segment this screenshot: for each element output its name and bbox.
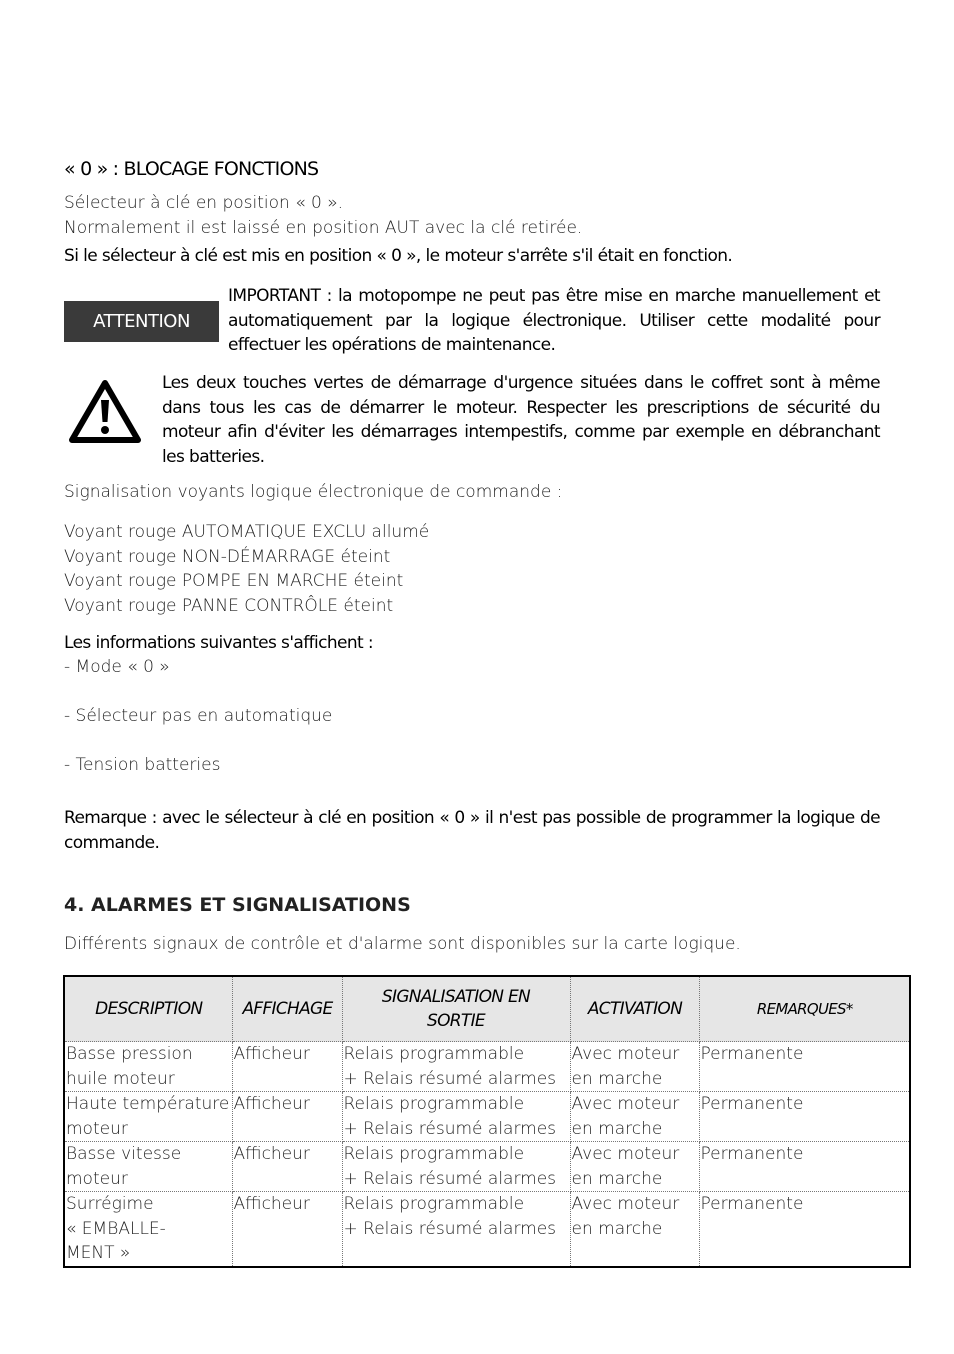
intro-line xyxy=(64,191,582,240)
intro-text: Sélecteur à clé en position « 0 ». xyxy=(64,193,344,213)
cell-signalisation: Relais programmable + Relais résumé alarmes xyxy=(342,1092,570,1142)
table-row xyxy=(64,1142,910,1192)
header-affichage: AFFICHAGE xyxy=(232,976,342,1042)
section-4-intro: Différents signaux de contrôle et d'alarme sont disponibles sur la carte logique. xyxy=(64,934,741,954)
cell-signalisation: Relais programmable + Relais résumé alarmes xyxy=(342,1192,570,1267)
info-item: - Mode « 0 » xyxy=(64,657,170,677)
lights-list xyxy=(64,520,429,618)
light-item: Voyant rouge AUTOMATIQUE EXCLU allumé xyxy=(64,522,430,542)
attention-text: IMPORTANT : la motopompe ne peut pas être mise en marche manuellement et automatiquement par la logique électronique. Utiliser cette modalité pour effectuer les opérations de maintenance. xyxy=(228,286,880,355)
warning-triangle-icon xyxy=(68,378,142,444)
cell-affichage: Afficheur xyxy=(232,1192,342,1267)
cell-activation: Avec moteur en marche xyxy=(570,1092,699,1142)
light-item: Voyant rouge NON-DÉMARRAGE éteint xyxy=(64,546,391,567)
cell-description: Surrégime « EMBALLE- MENT » xyxy=(64,1192,232,1267)
cell-description: Haute température moteur xyxy=(64,1092,232,1142)
info-item: - Tension batteries xyxy=(64,755,221,775)
cell-remarques: Permanente xyxy=(699,1092,910,1142)
cell-activation: Avec moteur en marche xyxy=(570,1042,699,1092)
warning-text: Les deux touches vertes de démarrage d'urgence situées dans le coffret sont à même dans tous les cas de démarrer le moteur. Respecter les prescriptions de sécurité du moteur afin d'éviter les démarrages intempestifs, comme par exemple en débranchant les batteries. xyxy=(162,373,880,467)
header-remarques: REMARQUES* xyxy=(699,976,910,1042)
header-signalisation: SIGNALISATION EN SORTIE xyxy=(342,976,570,1042)
intro-text: Normalement il est laissé en position AUT avec la clé retirée. xyxy=(64,217,583,238)
table-row xyxy=(64,1192,910,1267)
cell-signalisation: Relais programmable + Relais résumé alarmes xyxy=(342,1142,570,1192)
cell-affichage: Afficheur xyxy=(232,1042,342,1092)
info-item: - Sélecteur pas en automatique xyxy=(64,706,333,726)
cell-affichage: Afficheur xyxy=(232,1092,342,1142)
light-item: Voyant rouge POMPE EN MARCHE éteint xyxy=(64,571,404,591)
header-activation: ACTIVATION xyxy=(570,976,699,1042)
alarm-table xyxy=(63,975,911,1268)
cell-remarques: Permanente xyxy=(699,1142,910,1192)
remark: Remarque : avec le sélecteur à clé en position « 0 » il n'est pas possible de programmer la logique de commande. xyxy=(64,808,880,853)
cell-description: Basse vitesse moteur xyxy=(64,1142,232,1192)
table-header-row xyxy=(64,976,910,1042)
attention-badge xyxy=(64,301,219,342)
signalisation-heading: Signalisation voyants logique électronique de commande : xyxy=(64,482,563,502)
section-title: « 0 » : BLOCAGE FONCTIONS xyxy=(64,158,319,180)
cell-affichage: Afficheur xyxy=(232,1142,342,1192)
section-4-title: 4. ALARMES ET SIGNALISATIONS xyxy=(64,894,411,916)
table-row xyxy=(64,1092,910,1142)
light-item: Voyant rouge PANNE CONTRÔLE éteint xyxy=(64,595,394,616)
header-description: DESCRIPTION xyxy=(64,976,232,1042)
cell-remarques: Permanente xyxy=(699,1192,910,1267)
stop-note: Si le sélecteur à clé est mis en position « 0 », le moteur s'arrête s'il était en fonction. xyxy=(64,246,733,266)
cell-signalisation: Relais programmable + Relais résumé alarmes xyxy=(342,1042,570,1092)
cell-remarques: Permanente xyxy=(699,1042,910,1092)
info-heading: Les informations suivantes s'affichent : xyxy=(64,633,374,653)
attention-label: ATTENTION xyxy=(93,311,190,332)
cell-activation: Avec moteur en marche xyxy=(570,1142,699,1192)
table-row xyxy=(64,1042,910,1092)
cell-description: Basse pression huile moteur xyxy=(64,1042,232,1092)
cell-activation: Avec moteur en marche xyxy=(570,1192,699,1267)
